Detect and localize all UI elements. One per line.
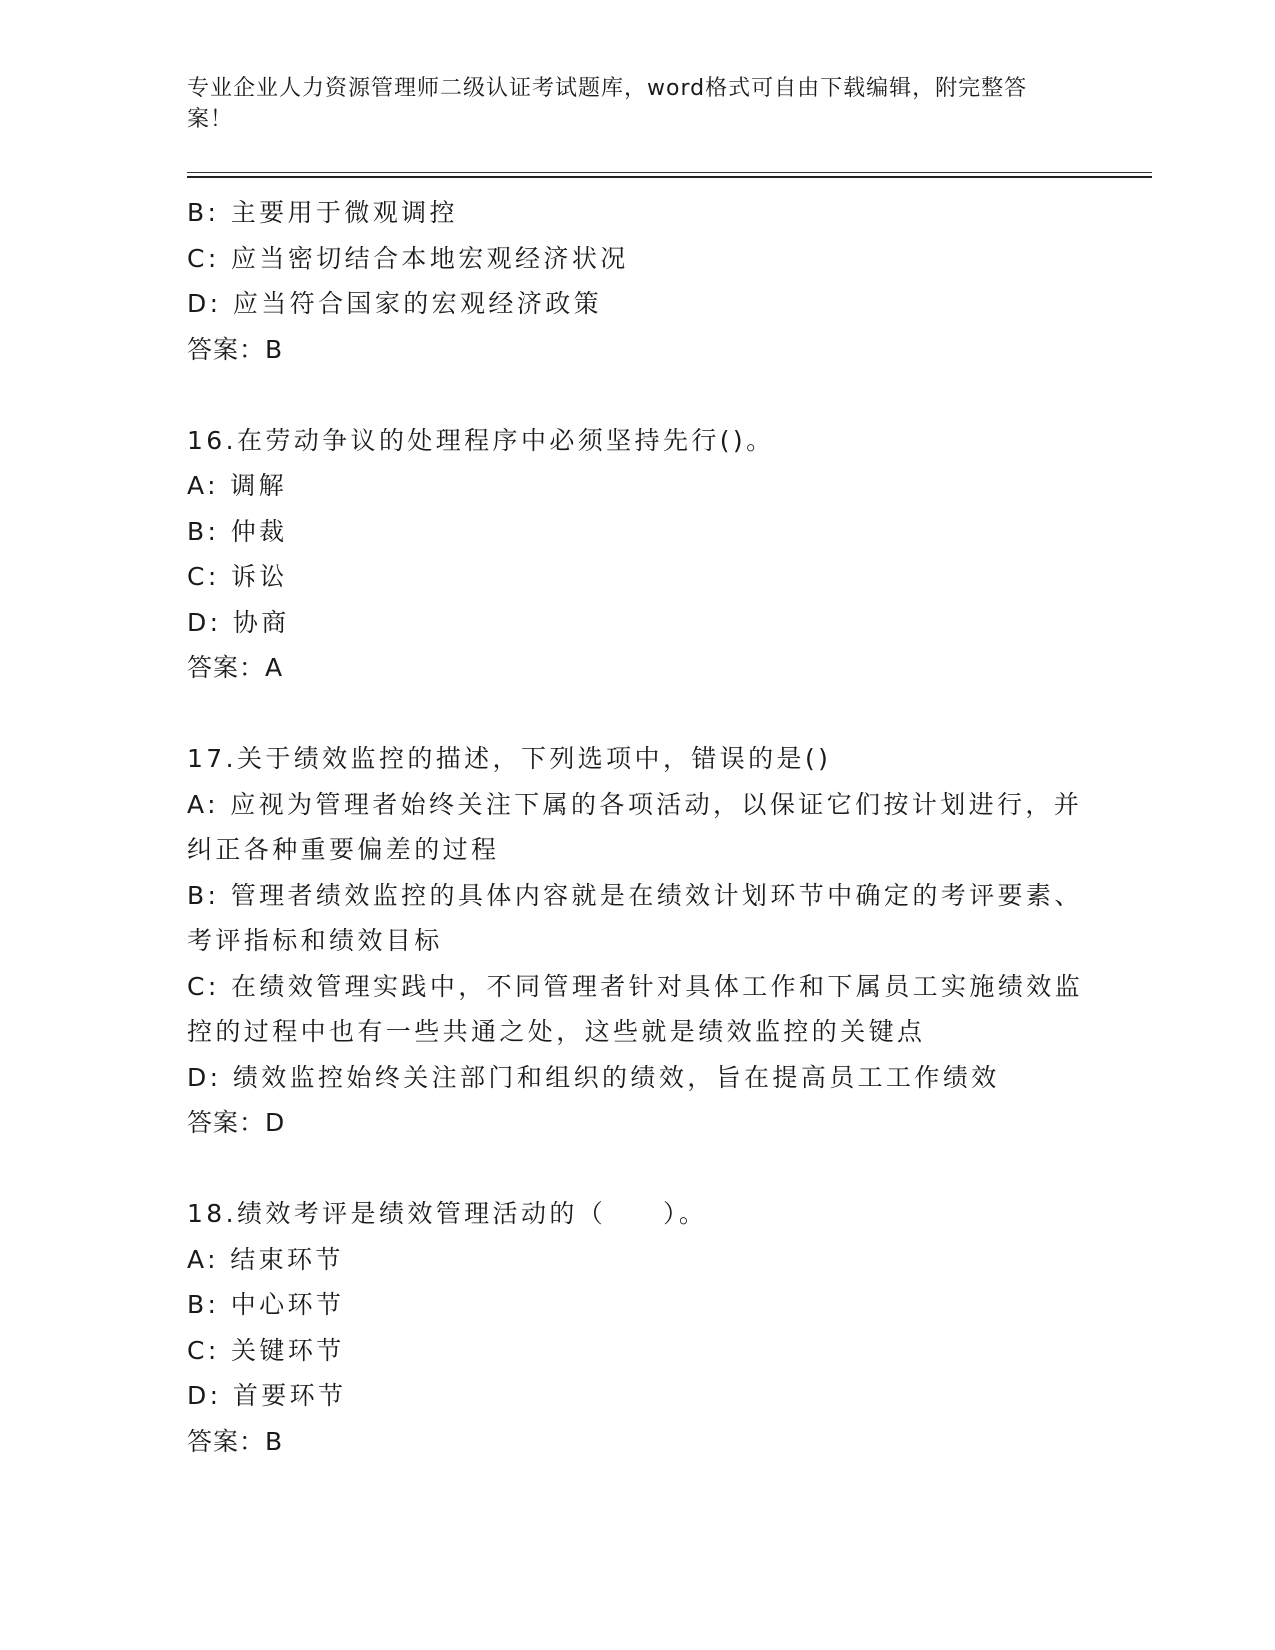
option-d: D: 绩效监控始终关注部门和组织的绩效，旨在提高员工工作绩效	[187, 1062, 1000, 1092]
option-b: B: 管理者绩效监控的具体内容就是在绩效计划环节中确定的考评要素、考评指标和绩效目标	[187, 880, 1083, 955]
spacer	[187, 691, 1087, 737]
option-b: B: 仲裁	[187, 516, 288, 546]
question-stem: 18.绩效考评是绩效管理活动的（ ）。	[187, 1199, 708, 1228]
option-c: C: 应当密切结合本地宏观经济状况	[187, 243, 629, 273]
option-b: B: 主要用于微观调控	[187, 198, 458, 227]
option-a: A: 结束环节	[187, 1244, 344, 1274]
question-16	[187, 418, 1087, 691]
answer: 答案：B	[187, 1426, 284, 1456]
spacer	[187, 372, 1087, 418]
question-18	[187, 1191, 1087, 1464]
option-b: B: 中心环节	[187, 1290, 345, 1319]
option-d: D: 协商	[187, 607, 290, 637]
question-list	[187, 190, 1087, 1464]
option-c: C: 关键环节	[187, 1335, 345, 1365]
option-d: D: 首要环节	[187, 1381, 347, 1410]
header-rule-bottom	[187, 176, 1152, 178]
question-17	[187, 736, 1087, 1146]
option-c: C: 在绩效管理实践中，不同管理者针对具体工作和下属员工实施绩效监控的过程中也有一些共通之处，这些就是绩效监控的关键点	[187, 971, 1084, 1046]
answer: 答案：B	[187, 334, 284, 364]
option-a: A: 应视为管理者始终关注下属的各项活动，以保证它们按计划进行，并纠正各种重要偏差的过程	[187, 789, 1083, 864]
option-d: D: 应当符合国家的宏观经济政策	[187, 289, 603, 318]
question-stem: 16.在劳动争议的处理程序中必须坚持先行()。	[187, 425, 775, 455]
option-a: A: 调解	[187, 471, 288, 500]
spacer	[187, 1146, 1087, 1192]
option-c: C: 诉讼	[187, 562, 288, 591]
header-rule-top	[187, 172, 1152, 173]
question-stem: 17.关于绩效监控的描述，下列选项中，错误的是()	[187, 744, 832, 773]
answer: 答案：A	[187, 653, 284, 682]
answer: 答案：D	[187, 1108, 286, 1137]
question-15-continuation	[187, 190, 1087, 372]
document-header: 专业企业人力资源管理师二级认证考试题库，word格式可自由下载编辑，附完整答案！	[187, 76, 1028, 132]
